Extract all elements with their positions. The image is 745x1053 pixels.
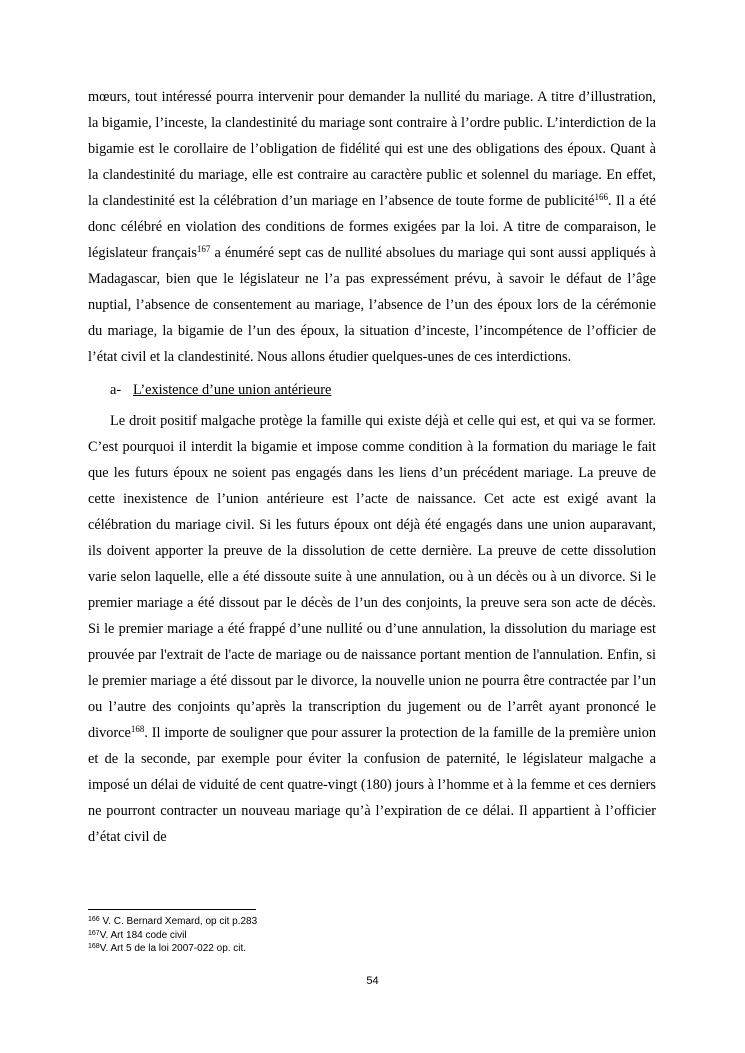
section-subheading [88, 377, 656, 403]
footnote-text: V. Art 5 de la loi 2007-022 op. cit. [99, 943, 247, 954]
paragraph-1 [88, 84, 656, 370]
paragraph-2-text-a: Le droit positif malgache protège la famille qui existe déjà et celle qui est, et qui va se former. C’est pourquoi il interdit la bigamie et impose comme condition à la formation du mariage le fait que les futurs époux ne soient pas engagés dans les liens d’un précédent mariage. La preuve de cette inexistence de l’union antérieure est l’acte de naissance. Cet acte est exigé avant la célébration du mariage civil. Si les futurs époux ont déjà été engagés dans une union auparavant, ils doivent apporter la preuve de la dissolution de cette dernière. La preuve de cette dissolution varie selon laquelle, elle a été dissoute suite à une annulation, ou à un décès ou à un divorce. Si le premier mariage a été dissout par le décès de l’un des conjoints, la preuve sera son acte de décès. Si le premier mariage a été frappé d’une nullité ou d’une annulation, la dissolution du mariage est prouvée par l'extrait de l'acte de mariage ou de naissance portant mention de l'annulation. Enfin, si le premier mariage a été dissout par le divorce, la nouvelle union ne pourra être contractée par l’un ou l’autre des conjoints qu’après la transcription du jugement ou de l’arrêt ayant prononcé le divorce [88, 413, 656, 741]
paragraph-1-text-a: mœurs, tout intéressé pourra intervenir pour demander la nullité du mariage. A titre d’illustration, la bigamie, l’inceste, la clandestinité du mariage sont contraire à l’ordre public. L’interdiction de la bigamie est le corollaire de l’obligation de fidélité qui est une des obligations des époux. Quant à la clandestinité du mariage, elle est contraire au caractère public et solennel du mariage. En effet, la clandestinité est la célébration d’un mariage en l’absence de toute forme de publicité [88, 89, 656, 209]
footnote-separator [88, 909, 256, 910]
footnote-number: 167 [88, 929, 100, 937]
paragraph-2 [88, 408, 656, 850]
body-text [88, 84, 656, 850]
footnote [88, 915, 648, 929]
footnote [88, 929, 648, 943]
subheading-title: L’existence d’une union antérieure [133, 382, 332, 398]
footnotes [88, 915, 648, 956]
footnote-ref-167: 167 [196, 244, 211, 254]
footnote-text: V. Art 184 code civil [99, 929, 187, 941]
footnote-number: 168 [88, 943, 100, 950]
footnote-ref-166: 166 [594, 192, 609, 202]
paragraph-1-text-b: . Il a été donc célébré en violation des conditions de formes exigées par la loi. A titre de comparaison, le législateur français [88, 193, 656, 261]
paragraph-1-text-c: a énuméré sept cas de nullité absolues du mariage qui sont aussi appliqués à Madagascar, bien que le législateur ne l’a pas expressément prévu, à savoir le défaut de l’âge nuptial, l’absence de consentement au mariage, l’absence de l’un des époux lors de la cérémonie du mariage, la bigamie de l’un des époux, la situation d’inceste, l’incompétence de l’officier de l’état civil et la clandestinité. Nous allons étudier quelques-unes de ces interdictions. [88, 245, 656, 365]
footnote-ref-168: 168 [130, 724, 145, 734]
subheading-label: a- [110, 382, 122, 398]
page-number: 54 [366, 975, 379, 987]
footnote-number: 166 [88, 916, 100, 923]
footnote [88, 942, 648, 956]
paragraph-2-text-b: . Il importe de souligner que pour assurer la protection de la famille de la première union et de la seconde, par exemple pour éviter la confusion de paternité, le législateur malgache a imposé un délai de viduité de cent quatre-vingt (180) jours à l’homme et à la femme et ces derniers ne pourront contracter un nouveau mariage qu’à l’expiration de ce délai. Il appartient à l’officier d’état civil de [88, 725, 656, 845]
footnote-text: V. C. Bernard Xemard, op cit p.283 [99, 916, 258, 927]
